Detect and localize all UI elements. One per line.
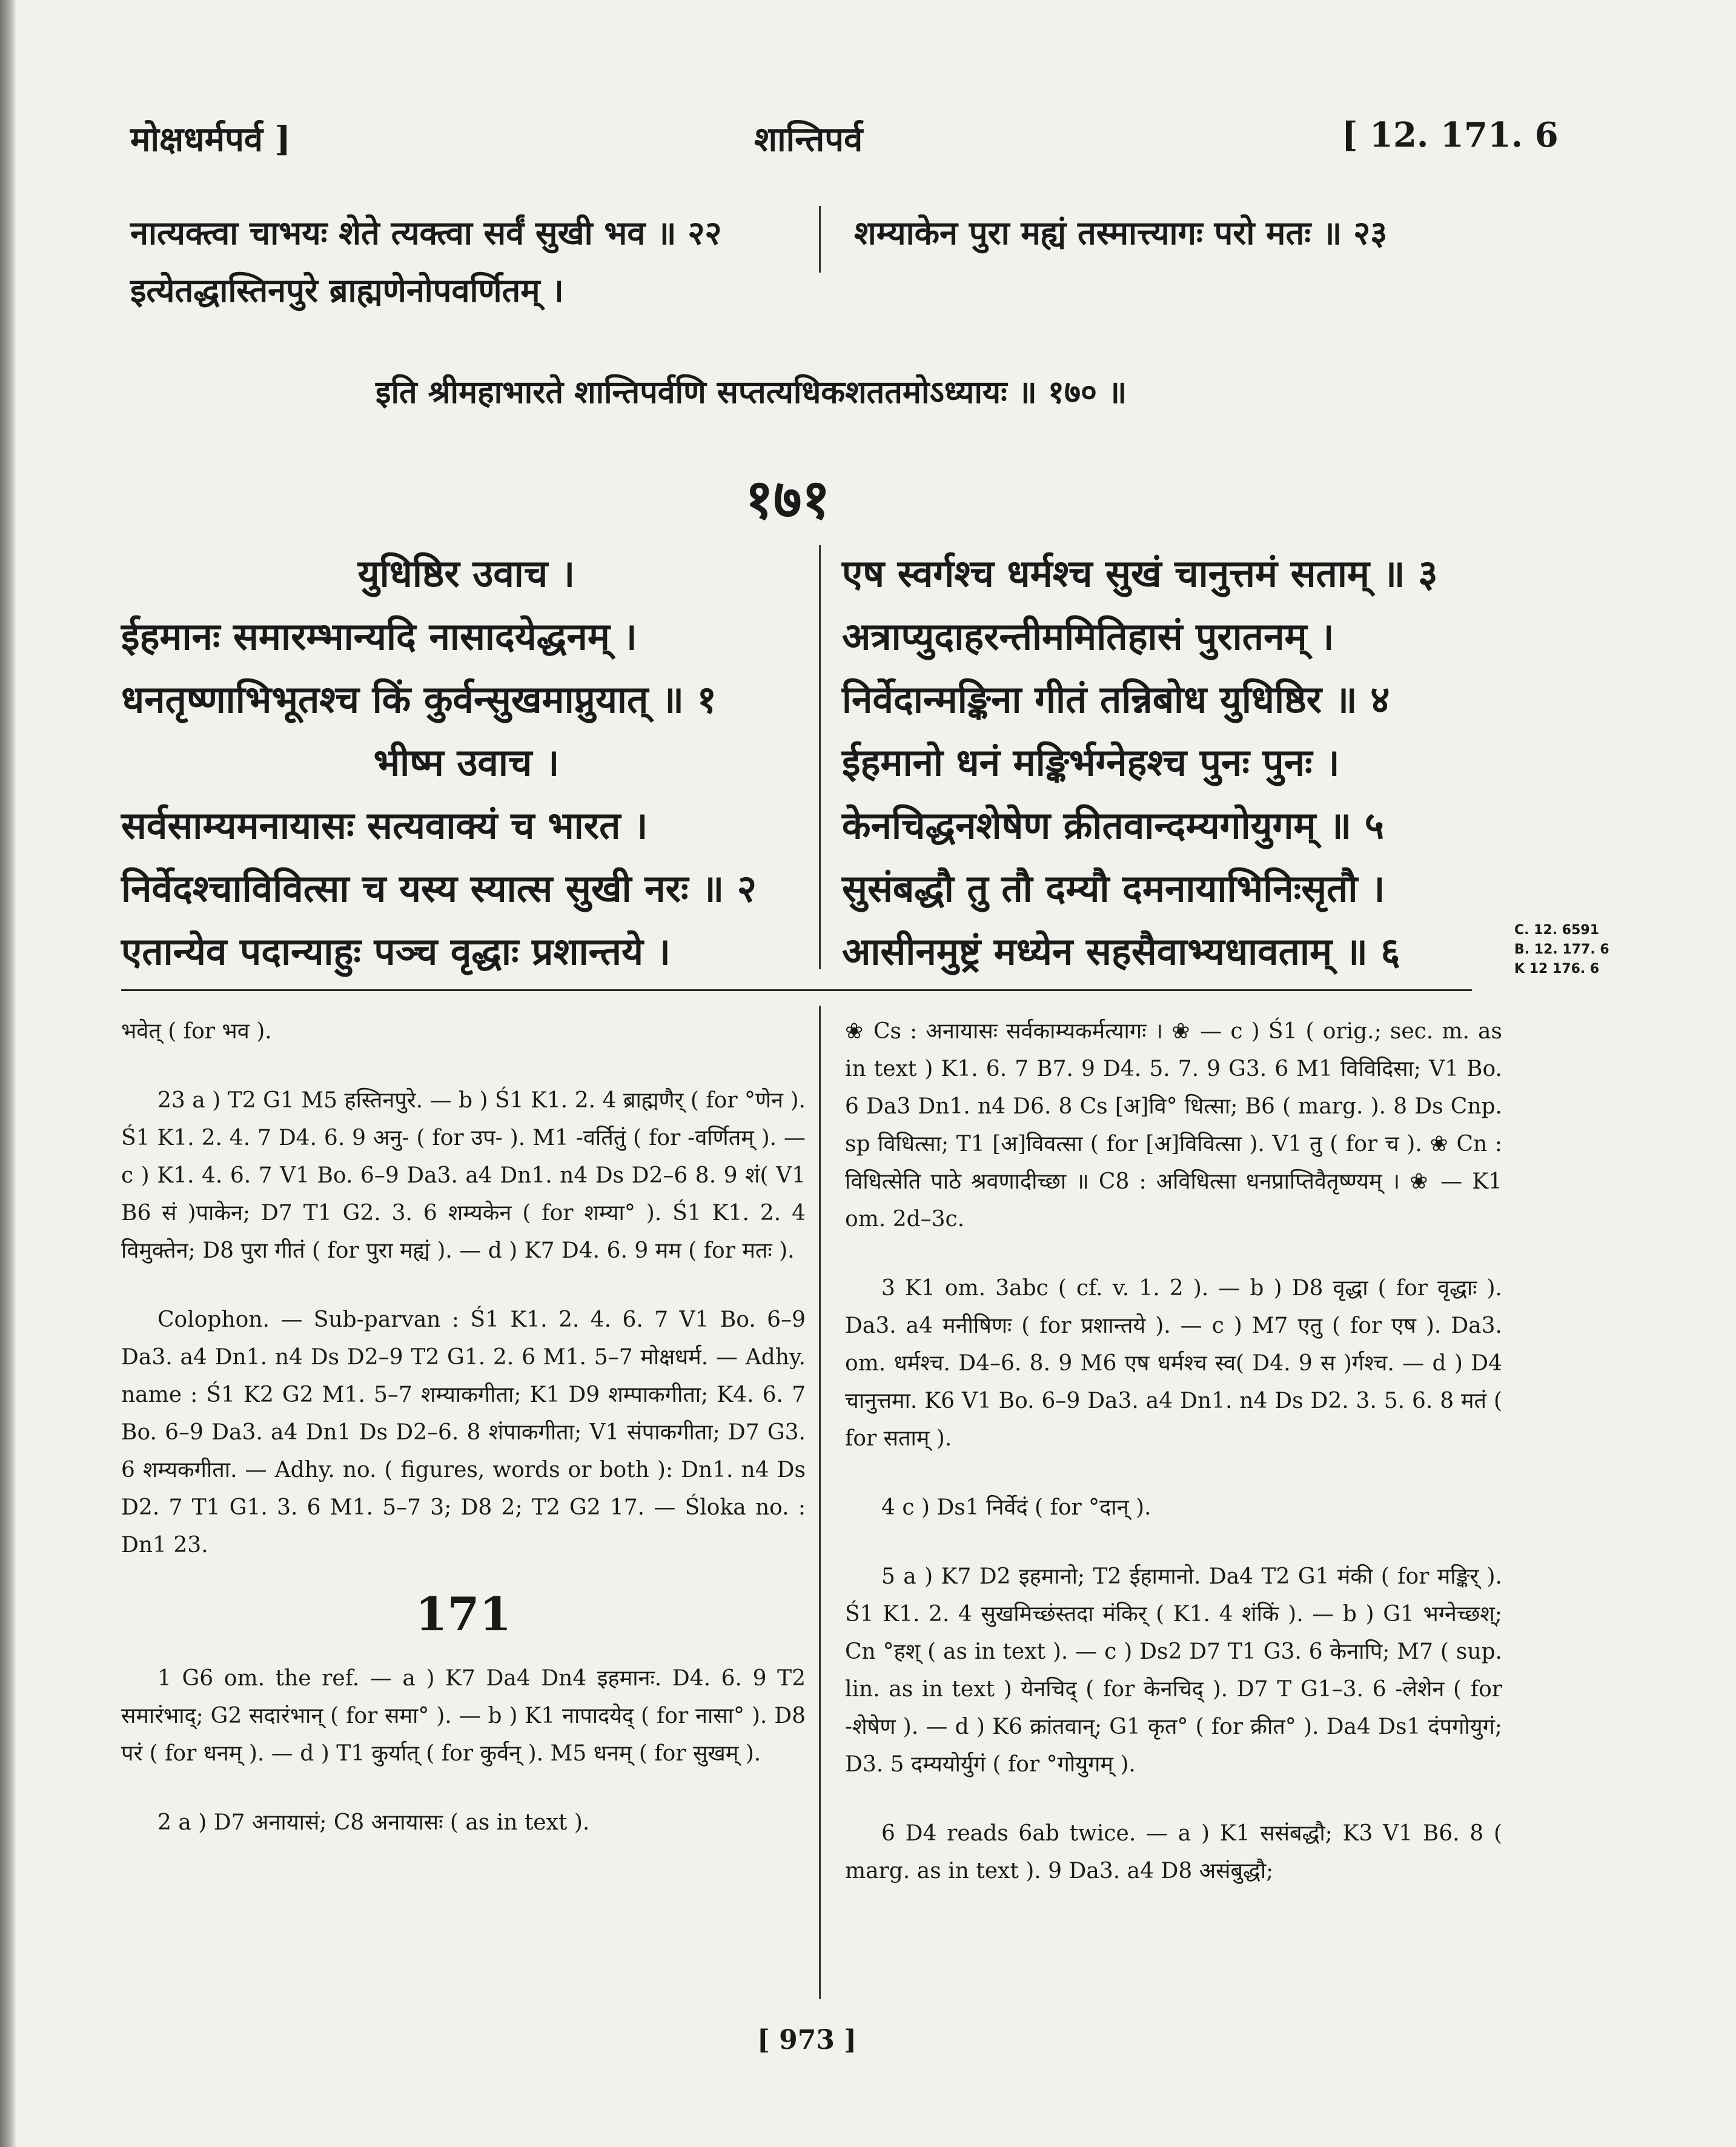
verse-divider xyxy=(819,545,821,969)
verse-column-left xyxy=(121,542,812,983)
header-left: मोक्षधर्मपर्व ] xyxy=(130,119,291,159)
header-center: शान्तिपर्व xyxy=(754,119,863,159)
top-verse-right-1: शम्याकेन पुरा मह्यं तस्मात्त्यागः परो मतः ॥ २३ xyxy=(854,213,1388,252)
cross-references xyxy=(1514,921,1609,979)
verse-line: निर्वेदश्चाविवित्सा च यस्य स्यात्स सुखी नरः ॥ २ xyxy=(121,866,757,911)
note-paragraph: 1 G6 om. the ref. — a ) K7 Da4 Dn4 इहमानः. D4. 6. 9 T2 समारंभाद्; G2 सदारंभान् ( for समा° ). — b ) K1 नापादयेद् ( for नासा° ). D8 परं ( for धनम् ). — d ) T1 कुर्यात् ( for कुर्वन् ). M5 धनम् ( for सुखम् ). xyxy=(121,1666,806,1766)
verse-line: ईहमानो धनं मङ्किर्भग्नेहश्च पुनः पुनः । xyxy=(842,740,1340,785)
verse-line: केनचिद्धनशेषेण क्रीतवान्दम्यगोयुगम् ॥ ५ xyxy=(842,803,1384,848)
note-paragraph: 23 a ) T2 G1 M5 हस्तिनपुरे. — b ) Ś1 K1. 2. 4 ब्राह्मणैर् ( for °णेन ). Ś1 K1. 2. 4. 7 D4. 6. 9 अनु- ( for उप- ). M1 -वर्तितुं ( for -वर्णितम् ). — c ) K1. 4. 6. 7 V1 Bo. 6–9 Da3. a4 Dn1. n4 Ds D2–6 8. 9 शं( V1 B6 सं )पाकेन; D7 T1 G2. 3. 6 शम्यकेन ( for शम्या° ). Ś1 K1. 2. 4 विमुक्तेन; D8 पुरा गीतं ( for पुरा मह्यं ). — d ) K7 D4. 6. 9 मम ( for मतः ). xyxy=(121,1088,806,1263)
verse-line: सर्वसाम्यमनायासः सत्यवाक्यं च भारत । xyxy=(121,803,648,848)
verse-line: एष स्वर्गश्च धर्मश्च सुखं चानुत्तमं सताम् ॥ ३ xyxy=(842,551,1438,596)
verse-line: ईहमानः समारम्भान्यदि नासादयेद्धनम् । xyxy=(121,614,637,659)
chapter-colophon: इति श्रीमहाभारते शान्तिपर्वणि सप्तत्यधिकशततमोऽध्यायः ॥ १७० ॥ xyxy=(376,374,1127,411)
chapter-number: १७१ xyxy=(745,467,830,531)
note-paragraph: Colophon. — Sub-parvan : Ś1 K1. 2. 4. 6. 7 V1 Bo. 6–9 Da3. a4 Dn1. n4 Ds D2–9 T2 G1. 2. 6 M1. 5–7 मोक्षधर्म. — Adhy. name : Ś1 K2 G2 M1. 5–7 शम्याकगीता; K1 D9 शम्पाकगीता; K4. 6. 7 Bo. 6–9 Da3. a4 Dn1 Ds D2–6. 8 शंपाकगीता; V1 संपाकगीता; D7 G3. 6 शम्यकगीता. — Adhy. no. ( figures, words or both ): Dn1. n4 Ds D2. 7 T1 G1. 3. 6 M1. 5–7 3; D8 2; T2 G2 17. — Śloka no. : Dn1 23. xyxy=(121,1307,806,1558)
top-verse-left-1: नात्यक्त्वा चाभयः शेते त्यक्त्वा सर्वं सुखी भव ॥ २२ xyxy=(130,213,722,252)
verse-line: सुसंबद्धौ तु तौ दम्यौ दमनायाभिनिःसृतौ । xyxy=(842,866,1385,911)
notes-rule xyxy=(121,989,1472,991)
verse-line: एतान्येव पदान्याहुः पञ्च वृद्धाः प्रशान्तये । xyxy=(121,929,671,974)
notes-divider xyxy=(819,1006,821,1999)
crossref-bombay: B. 12. 177. 6 xyxy=(1514,942,1609,957)
note-paragraph: ❀ Cs : अनायासः सर्वकाम्यकर्मत्यागः । ❀ — c ) Ś1 ( orig.; sec. m. as in text ) K1. 6. 7 B7. 9 D4. 5. 7. 9 G3. 6 M1 विविदिसा; V1 Bo. 6 Da3 Dn1. n4 D6. 8 Cs [अ]वि° धित्सा; B6 ( marg. ). 8 Ds Cnp. sp विधित्सा; T1 [अ]विवत्सा ( for [अ]विवित्सा ). V1 तु ( for च ). ❀ Cn : विधित्सेति पाठे श्रवणादीच्छा ॥ C8 : अविधित्सा धनप्राप्तिवैतृष्ण्यम् । ❀ — K1 om. 2d–3c. xyxy=(845,1019,1502,1232)
verse-line: धनतृष्णाभिभूतश्च किं कुर्वन्सुखमाप्नुयात् ॥ १ xyxy=(121,677,717,722)
note-paragraph: 2 a ) D7 अनायासं; C8 अनायासः ( as in text ). xyxy=(157,1810,590,1835)
notes-column-right xyxy=(845,1013,1502,1922)
notes-column-left xyxy=(121,1013,806,1873)
note-paragraph: 4 c ) Ds1 निर्वेदं ( for °दान् ). xyxy=(881,1495,1151,1520)
book-binding-edge xyxy=(0,0,16,2147)
verse-line: निर्वेदान्मङ्किना गीतं तन्निबोध युधिष्ठिर ॥ ४ xyxy=(842,677,1390,722)
verse-column-right xyxy=(842,542,1448,983)
crossref-kumbhakonam: K 12 176. 6 xyxy=(1514,961,1600,977)
speaker-bhishma: भीष्म उवाच । xyxy=(373,740,560,785)
note-paragraph: 6 D4 reads 6ab twice. — a ) K1 ससंबद्धौ; K3 V1 B6. 8 ( marg. as in text ). 9 Da3. a4 D8 असंबुद्धौ; xyxy=(845,1821,1502,1883)
top-divider xyxy=(819,206,821,273)
header-right: [ 12. 171. 6 xyxy=(1342,115,1559,155)
verse-line: अत्राप्युदाहरन्तीममितिहासं पुरातनम् । xyxy=(842,614,1334,659)
page-number: [ 973 ] xyxy=(757,2025,857,2056)
note-paragraph: 3 K1 om. 3abc ( cf. v. 1. 2 ). — b ) D8 वृद्धा ( for वृद्धाः ). Da3. a4 मनीषिणः ( for प्रशान्तये ). — c ) M7 एतु ( for एष ). Da3. om. धर्मश्च. D4–6. 8. 9 M6 एष धर्मश्च स्व( D4. 9 स )र्गश्च. — d ) D4 चानुत्तमा. K6 V1 Bo. 6–9 Da3. a4 Dn1. n4 Ds D2. 3. 5. 6. 8 मतं ( for सताम् ). xyxy=(845,1276,1502,1451)
section-number: 171 xyxy=(415,1587,512,1641)
speaker-yudhishthira: युधिष्ठिर उवाच । xyxy=(357,551,575,596)
top-verse-left-2: इत्येतद्धास्तिनपुरे ब्राह्मणेनोपवर्णितम् । xyxy=(130,271,564,310)
note-paragraph: भवेत् ( for भव ). xyxy=(121,1019,272,1044)
verse-line: आसीनमुष्ट्रं मध्येन सहसैवाभ्यधावताम् ॥ ६ xyxy=(842,929,1400,974)
note-paragraph: 5 a ) K7 D2 इहमानो; T2 ईहामानो. Da4 T2 G1 मंकी ( for मङ्किर् ). Ś1 K1. 2. 4 सुखमिच्छंस्तदा मंकिर् ( K1. 4 शंकिं ). — b ) G1 भग्नेच्छश्; Cn °हश् ( as in text ). — c ) Ds2 D7 T1 G3. 6 केनापि; M7 ( sup. lin. as in text ) येनचिद् ( for केनचिद् ). D7 T G1–3. 6 -लेशेन ( for -शेषेण ). — d ) K6 क्रांतवान्; G1 कृत° ( for क्रीत° ). Da4 Ds1 दंपगोयुगं; D3. 5 दम्ययोर्युगं ( for °गोयुगम् ). xyxy=(845,1564,1502,1777)
crossref-calcutta: C. 12. 6591 xyxy=(1514,923,1600,938)
